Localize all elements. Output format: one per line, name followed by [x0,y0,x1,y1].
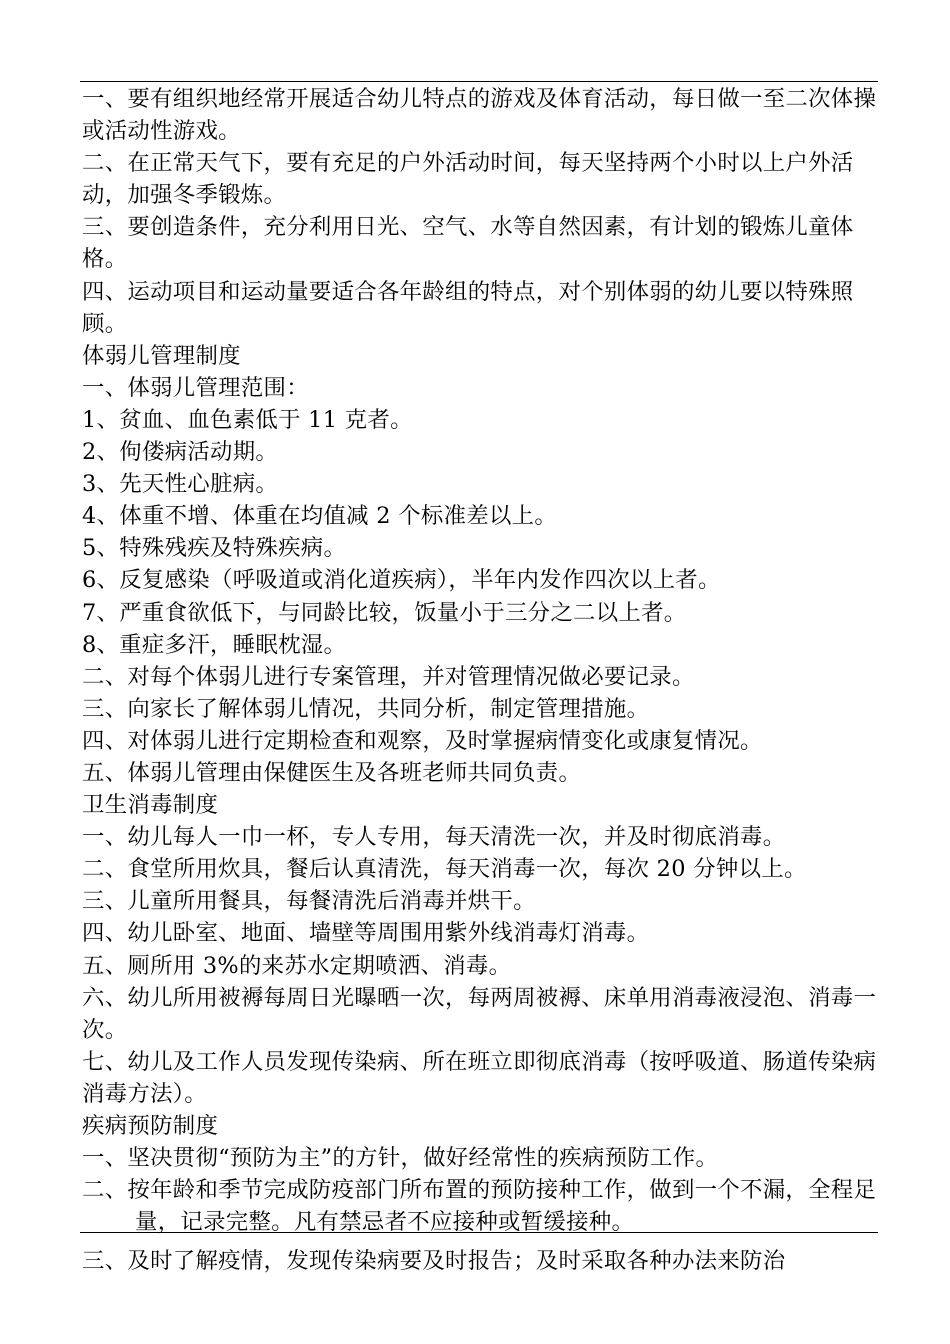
top-rule [80,81,878,82]
list-item: 5、特殊残疾及特殊疾病。 [82,535,347,562]
paragraph: 一、坚决贯彻“预防为主”的方针，做好经常性的疾病预防工作。 [82,1145,719,1172]
paragraph: 四、幼儿卧室、地面、墙壁等周围用紫外线消毒灯消毒。 [82,920,650,947]
list-item: 1、贫血、血色素低于 11 克者。 [82,406,413,433]
paragraph: 一、要有组织地经常开展适合幼儿特点的游戏及体育活动，每日做一至二次体操或活动性游戏。 [82,86,877,145]
section-heading: 卫生消毒制度 [82,792,219,819]
list-item: 6、反复感染（呼吸道或消化道疾病），半年内发作四次以上者。 [82,567,721,594]
list-item: 3、先天性心脏病。 [82,471,279,498]
paragraph: 三、要创造条件，充分利用日光、空气、水等自然因素，有计划的锻炼儿童体格。 [82,214,854,273]
list-item: 8、重症多汗，睡眠枕湿。 [82,631,347,658]
paragraph: 二、按年龄和季节完成防疫部门所布置的预防接种工作，做到一个不漏，全程足量，记录完整。凡有禁忌者不应接种或暂缓接种。 [82,1177,877,1236]
paragraph: 一、体弱儿管理范围： [82,374,309,401]
paragraph: 五、厕所用 3%的来苏水定期喷洒、消毒。 [82,952,512,979]
paragraph: 二、食堂所用炊具，餐后认真清洗，每天消毒一次，每次 20 分钟以上。 [82,856,807,883]
paragraph: 四、对体弱儿进行定期检查和观察，及时掌握病情变化或康复情况。 [82,727,763,754]
paragraph: 六、幼儿所用被褥每周日光曝晒一次，每两周被褥、床单用消毒液浸泡、消毒一次。 [82,984,877,1043]
paragraph: 四、运动项目和运动量要适合各年龄组的特点，对个别体弱的幼儿要以特殊照顾。 [82,278,854,337]
document-body [82,83,890,1277]
section-heading: 体弱儿管理制度 [82,342,241,369]
paragraph: 三、儿童所用餐具，每餐清洗后消毒并烘干。 [82,888,536,915]
section-heading: 疾病预防制度 [82,1113,219,1139]
list-item: 2、佝偻病活动期。 [82,439,279,466]
list-item: 4、体重不增、体重在均值减 2 个标准差以上。 [82,503,558,530]
list-item: 7、严重食欲低下，与同龄比较，饭量小于三分之二以上者。 [82,599,687,626]
paragraph: 三、向家长了解体弱儿情况，共同分析，制定管理措施。 [82,695,650,722]
bottom-rule [80,1232,878,1233]
paragraph: 二、在正常天气下，要有充足的户外活动时间，每天坚持两个小时以上户外活动，加强冬季锻炼。 [82,150,854,209]
paragraph: 一、幼儿每人一巾一杯，专人专用，每天清洗一次，并及时彻底消毒。 [82,824,786,851]
paragraph: 二、对每个体弱儿进行专案管理，并对管理情况做必要记录。 [82,663,695,690]
paragraph: 七、幼儿及工作人员发现传染病、所在班立即彻底消毒（按呼吸道、肠道传染病消毒方法）。 [82,1048,877,1107]
paragraph: 三、及时了解疫情，发现传染病要及时报告；及时采取各种办法来防治 [82,1248,786,1275]
paragraph: 五、体弱儿管理由保健医生及各班老师共同负责。 [82,759,582,786]
